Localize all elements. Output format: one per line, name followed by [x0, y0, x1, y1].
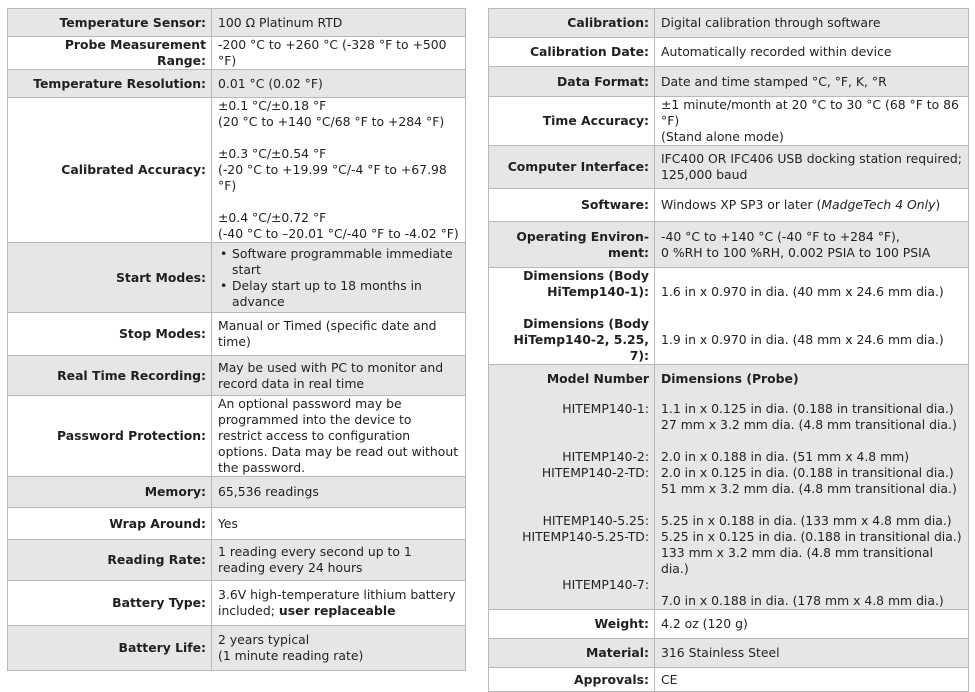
- row-label: Probe Measurement Range:: [8, 37, 212, 70]
- row-label: Memory:: [8, 477, 212, 508]
- battery-type-text: 3.6V high-temperature lithium battery included;: [218, 587, 456, 618]
- row-label: Temperature Resolution:: [8, 70, 212, 98]
- battery-type-emphasis: user replaceable: [278, 603, 396, 618]
- row-material: [489, 639, 969, 668]
- row-label: Calibration Date:: [489, 38, 655, 67]
- row-label: Wrap Around:: [8, 508, 212, 540]
- row-label: Time Accuracy:: [489, 97, 655, 146]
- probe-model: HITEMP140-2:: [562, 449, 649, 464]
- battery-life-note: (1 minute reading rate): [218, 648, 364, 663]
- row-value: 316 Stainless Steel: [655, 639, 969, 668]
- row-label: Calibration:: [489, 9, 655, 38]
- probe-model: HITEMP140-5.25:: [542, 513, 649, 528]
- probe-dimension: 27 mm x 3.2 mm dia. (4.8 mm transitional dia.): [661, 417, 957, 432]
- row-value: [655, 222, 969, 268]
- row-value: An optional password may be programmed into the device to restrict access to configuration options. Data may be read out without the password.: [212, 396, 466, 477]
- start-modes-list: [218, 246, 459, 310]
- row-reading-rate: [8, 540, 466, 581]
- probe-dimension: 1.1 in x 0.125 in dia. (0.188 in transitional dia.): [661, 401, 954, 416]
- time-accuracy-line: ±1 minute/month at 20 °C to 30 °C (68 °F to 86 °F): [661, 97, 959, 128]
- accuracy-line: ±0.4 °C/±0.72 °F: [218, 210, 327, 225]
- row-label: Stop Modes:: [8, 313, 212, 356]
- accuracy-range: (-20 °C to +19.99 °C/-4 °F to +67.98 °F): [218, 162, 447, 193]
- label-line: HiTemp140-2, 5.25, 7):: [513, 332, 649, 363]
- row-password-protection: [8, 396, 466, 477]
- row-label: Password Protection:: [8, 396, 212, 477]
- probe-dimension: 2.0 in x 0.188 in dia. (51 mm x 4.8 mm): [661, 449, 910, 464]
- label-line: ment:: [607, 244, 649, 260]
- row-value: IFC400 OR IFC406 USB docking station required; 125,000 baud: [655, 146, 969, 189]
- row-value: May be used with PC to monitor and record data in real time: [212, 356, 466, 396]
- row-calibration: [489, 9, 969, 38]
- row-value: 0.01 °C (0.02 °F): [212, 70, 466, 98]
- row-wrap-around: [8, 508, 466, 540]
- row-value: [655, 97, 969, 146]
- probe-models-cell: [489, 365, 655, 610]
- row-battery-life: [8, 626, 466, 671]
- row-value: 4.2 oz (120 g): [655, 610, 969, 639]
- row-label: Calibrated Accuracy:: [8, 98, 212, 243]
- list-item: • Delay start up to 18 months in advance: [232, 278, 459, 310]
- row-label: [489, 268, 655, 365]
- label-line: Operating Environ-: [516, 228, 649, 244]
- row-label: Computer Interface:: [489, 146, 655, 189]
- row-label: Battery Type:: [8, 581, 212, 626]
- environment-line: 0 %RH to 100 %RH, 0.002 PSIA to 100 PSIA: [661, 244, 931, 260]
- row-time-accuracy: [489, 97, 969, 146]
- label-line: HiTemp140-1):: [547, 284, 649, 299]
- label-line: Dimensions (Body: [523, 268, 649, 283]
- left-spec-table: [7, 8, 466, 671]
- row-data-format: [489, 67, 969, 97]
- row-memory: [8, 477, 466, 508]
- row-body-dimensions: [489, 268, 969, 365]
- row-value: 65,536 readings: [212, 477, 466, 508]
- probe-dimension: 7.0 in x 0.188 in dia. (178 mm x 4.8 mm dia.): [661, 593, 944, 608]
- row-label: Real Time Recording:: [8, 356, 212, 396]
- row-value: Date and time stamped °C, °F, K, °R: [655, 67, 969, 97]
- row-value: Yes: [212, 508, 466, 540]
- row-label: Temperature Sensor:: [8, 9, 212, 37]
- probe-model: HITEMP140-5.25-TD:: [522, 529, 649, 544]
- row-label: Start Modes:: [8, 243, 212, 313]
- battery-life-line: 2 years typical: [218, 632, 310, 647]
- row-calibration-date: [489, 38, 969, 67]
- row-value: [212, 243, 466, 313]
- row-probe-dimensions: [489, 365, 969, 610]
- row-real-time-recording: [8, 356, 466, 396]
- row-value: Automatically recorded within device: [655, 38, 969, 67]
- row-value: [655, 268, 969, 365]
- row-value: Manual or Timed (specific date and time): [212, 313, 466, 356]
- row-value: -200 °C to +260 °C (-328 °F to +500 °F): [212, 37, 466, 70]
- row-label: Material:: [489, 639, 655, 668]
- row-value: [212, 626, 466, 671]
- probe-dimensions-header: Dimensions (Probe): [661, 371, 799, 386]
- model-number-header: Model Number: [546, 371, 649, 386]
- row-calibrated-accuracy: [8, 98, 466, 243]
- row-battery-type: [8, 581, 466, 626]
- accuracy-range: (-40 °C to –20.01 °C/-40 °F to -4.02 °F): [218, 226, 459, 241]
- accuracy-line: ±0.3 °C/±0.54 °F: [218, 146, 327, 161]
- probe-dimension: 133 mm x 3.2 mm dia. (4.8 mm transitional dia.): [661, 545, 934, 576]
- row-stop-modes: [8, 313, 466, 356]
- time-accuracy-note: (Stand alone mode): [661, 129, 784, 144]
- body-dimension: 1.6 in x 0.970 in dia. (40 mm x 24.6 mm dia.): [661, 284, 944, 299]
- row-label: Approvals:: [489, 668, 655, 692]
- probe-dimensions-cell: [655, 365, 969, 610]
- row-label: Data Format:: [489, 67, 655, 97]
- label-line: Dimensions (Body: [523, 316, 649, 331]
- row-value: CE: [655, 668, 969, 692]
- list-item: • Software programmable immediate start: [232, 246, 459, 278]
- probe-dimension: 51 mm x 3.2 mm dia. (4.8 mm transitional dia.): [661, 481, 957, 496]
- probe-dimension: 5.25 in x 0.188 in dia. (133 mm x 4.8 mm dia.): [661, 513, 952, 528]
- row-label: Weight:: [489, 610, 655, 639]
- row-label: [489, 222, 655, 268]
- row-computer-interface: [489, 146, 969, 189]
- row-probe-range: [8, 37, 466, 70]
- software-close: ): [935, 197, 941, 212]
- accuracy-range: (20 °C to +140 °C/68 °F to +284 °F): [218, 114, 445, 129]
- row-operating-environment: [489, 222, 969, 268]
- row-value: [212, 98, 466, 243]
- software-name: MadgeTech 4 Only: [821, 197, 936, 212]
- environment-line: -40 °C to +140 °C (-40 °F to +284 °F),: [661, 228, 900, 244]
- row-label: Software:: [489, 189, 655, 222]
- row-value: Digital calibration through software: [655, 9, 969, 38]
- accuracy-line: ±0.1 °C/±0.18 °F: [218, 98, 327, 113]
- row-software: [489, 189, 969, 222]
- probe-model: HITEMP140-7:: [562, 577, 649, 592]
- row-value: [212, 581, 466, 626]
- row-value: 1 reading every second up to 1 reading every 24 hours: [212, 540, 466, 581]
- software-text: Windows XP SP3 or later (: [661, 197, 822, 212]
- row-approvals: [489, 668, 969, 692]
- row-start-modes: [8, 243, 466, 313]
- row-temperature-sensor: [8, 9, 466, 37]
- right-spec-table: [488, 8, 969, 692]
- row-label: Reading Rate:: [8, 540, 212, 581]
- probe-dimension: 5.25 in x 0.125 in dia. (0.188 in transitional dia.): [661, 529, 962, 544]
- body-dimension: 1.9 in x 0.970 in dia. (48 mm x 24.6 mm dia.): [661, 332, 944, 347]
- row-label: Battery Life:: [8, 626, 212, 671]
- row-value: 100 Ω Platinum RTD: [212, 9, 466, 37]
- row-value: [655, 189, 969, 222]
- probe-model: HITEMP140-2-TD:: [541, 465, 649, 480]
- probe-dimension: 2.0 in x 0.125 in dia. (0.188 in transitional dia.): [661, 465, 954, 480]
- probe-model: HITEMP140-1:: [562, 401, 649, 416]
- row-weight: [489, 610, 969, 639]
- row-resolution: [8, 70, 466, 98]
